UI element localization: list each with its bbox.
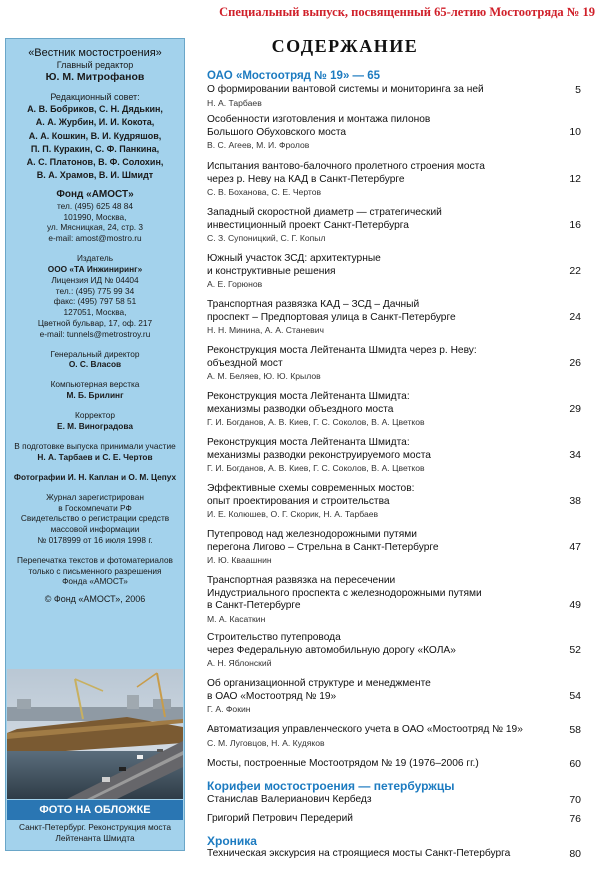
entry-title: Особенности изготовления и монтажа пилонов xyxy=(207,114,431,125)
entry-title: О формировании вантовой системы и мониторинга за ней xyxy=(207,84,484,95)
toc-title: СОДЕРЖАНИЕ xyxy=(271,36,419,56)
entry-page: 34 xyxy=(569,449,581,461)
bridge-photo-illustration xyxy=(7,669,183,799)
toc-section-heading xyxy=(207,779,595,793)
entry-title: и конструктивные решения xyxy=(207,265,336,277)
entry-title: Реконструкция моста Лейтенанта Шмидта: xyxy=(207,391,410,402)
registration-line: в Госкомпечати РФ xyxy=(58,502,132,513)
entry-page: 70 xyxy=(569,794,581,806)
toc-entry[interactable] xyxy=(207,483,595,520)
cover-caption-line: Санкт-Петербург. Реконструкция моста xyxy=(18,822,171,832)
editor-role: Главный редактор xyxy=(56,60,134,70)
entry-page: 54 xyxy=(569,690,581,702)
toc-entry[interactable] xyxy=(207,345,595,382)
council-line: А. С. Платонов, В. Ф. Солохин, xyxy=(26,157,164,168)
fund-email: e-mail: amost@mostro.ru xyxy=(48,233,142,244)
copyright: © Фонд «АМОСТ», 2006 xyxy=(44,594,146,605)
fund-address: 101990, Москва, xyxy=(63,211,127,222)
entry-page: 38 xyxy=(569,495,581,507)
entry-title: Станислав Валерианович Кербедз xyxy=(207,794,372,805)
entry-page: 52 xyxy=(569,644,581,656)
entry-title: проспект – Предпортовая улица в Санкт-Петербурге xyxy=(207,311,456,323)
entry-title: в Санкт-Петербурге xyxy=(207,600,301,611)
entry-page: 10 xyxy=(569,126,581,138)
prep-names: Н. А. Тарбаев и С. Е. Чертов xyxy=(37,451,153,462)
entry-title: объездной мост xyxy=(207,357,283,369)
entry-authors: С. М. Луговцов, Н. А. Кудяков xyxy=(207,737,325,748)
entry-page: 60 xyxy=(569,758,581,770)
prep-heading: В подготовке выпуска принимали участие xyxy=(14,440,176,451)
entry-page: 29 xyxy=(569,403,581,415)
council-heading: Редакционный совет: xyxy=(50,92,140,102)
reprint-line: Фонда «АМОСТ» xyxy=(62,576,128,587)
entry-title: механизмы разводки реконструируемого моста xyxy=(207,449,431,461)
toc-entry[interactable] xyxy=(207,299,595,336)
publisher-fax: факс: (495) 797 58 51 xyxy=(53,296,137,307)
reprint-line: только с письменного разрешения xyxy=(28,565,162,576)
entry-authors: С. В. Боханова, С. Е. Чертов xyxy=(207,187,322,197)
entry-title: перегона Лигово – Стрельна в Санкт-Петербурге xyxy=(207,541,439,553)
entry-authors: Г. И. Богданов, А. В. Киев, Г. С. Соколов, В. А. Цветков xyxy=(207,417,425,427)
entry-page: 5 xyxy=(575,84,581,96)
entry-title: Индустриального проспекта с железнодорожными путями xyxy=(207,587,482,599)
fund-phone: тел. (495) 625 48 84 xyxy=(56,200,134,211)
council-line: В. А. Храмов, В. И. Шмидт xyxy=(36,170,154,181)
entry-title: Реконструкция моста Лейтенанта Шмидта: xyxy=(207,437,410,448)
issue-banner: Специальный выпуск, посвященный 65-летию Мостоотряда № 19 xyxy=(219,5,595,19)
toc-entry[interactable] xyxy=(207,161,595,198)
publisher-address: Цветной бульвар, 17, оф. 217 xyxy=(37,317,153,328)
toc-entry[interactable] xyxy=(207,114,595,151)
entry-authors: А. Е. Горюнов xyxy=(207,279,263,289)
publisher-address: 127051, Москва, xyxy=(63,307,127,318)
entry-title: через р. Неву на КАД в Санкт-Петербурге xyxy=(207,173,405,185)
entry-authors: В. С. Агеев, М. И. Фролов xyxy=(207,140,310,150)
journal-title: «Вестник мостостроения» xyxy=(28,47,162,59)
entry-authors: А. Н. Яблонский xyxy=(207,658,272,668)
entry-page: 26 xyxy=(569,357,581,369)
registration-line: № 0178999 от 16 июля 1998 г. xyxy=(37,534,153,545)
entry-title: инвестиционный проект Санкт-Петербурга xyxy=(207,219,409,231)
toc-entry[interactable] xyxy=(207,391,595,428)
entry-title: механизмы разводки объездного моста xyxy=(207,403,394,415)
entry-title: Южный участок ЗСД: архитектурные xyxy=(207,253,381,264)
fund-address: ул. Мясницкая, 24, стр. 3 xyxy=(46,222,144,233)
photo-credits: Фотографии И. Н. Каплан и О. М. Цепух xyxy=(13,471,177,482)
toc-entry[interactable] xyxy=(207,848,595,861)
proof-heading: Корректор xyxy=(75,410,115,421)
entry-page: 47 xyxy=(569,541,581,553)
editor-name: Ю. М. Митрофанов xyxy=(45,71,145,83)
publisher-phone: тел.: (495) 775 99 34 xyxy=(55,285,135,296)
section-title: ОАО «Мостоотряд № 19» — 65 xyxy=(207,70,381,82)
section-title: Корифеи мостостроения — петербуржцы xyxy=(207,779,455,793)
entry-title: Мосты, построенные Мостоотрядом № 19 (1976–2006 гг.) xyxy=(207,758,479,769)
toc-entry[interactable] xyxy=(207,758,595,771)
toc-entry[interactable] xyxy=(207,632,595,669)
entry-title: опыт проектирования и строительства xyxy=(207,495,390,507)
entry-authors: И. Е. Колюшев, О. Г. Скорик, Н. А. Тарбаев xyxy=(207,509,379,519)
toc-entry[interactable] xyxy=(207,84,595,109)
entry-authors: А. М. Беляев, Ю. Ю. Крылов xyxy=(207,371,321,381)
entry-title: Эффективные схемы современных мостов: xyxy=(207,483,415,494)
toc-entry[interactable] xyxy=(207,207,595,244)
entry-page: 12 xyxy=(569,173,581,185)
toc-entry[interactable] xyxy=(207,529,595,566)
entry-title: Григорий Петрович Передерий xyxy=(207,813,353,824)
entry-page: 22 xyxy=(569,265,581,277)
entry-authors: М. А. Касаткин xyxy=(207,613,266,624)
entry-page: 16 xyxy=(569,219,581,231)
toc-entry[interactable] xyxy=(207,724,595,749)
entry-title: Путепровод над железнодорожными путями xyxy=(207,529,417,540)
entry-page: 80 xyxy=(569,848,581,860)
entry-authors: Н. А. Тарбаев xyxy=(207,97,262,108)
entry-authors: Н. Н. Минина, А. А. Станевич xyxy=(207,325,324,335)
toc-entry[interactable] xyxy=(207,794,595,807)
registration-line: Журнал зарегистрирован xyxy=(46,491,144,502)
entry-authors: И. Ю. Кваашнин xyxy=(207,555,272,565)
cover-caption xyxy=(7,822,183,843)
entry-page: 58 xyxy=(569,724,581,736)
entry-title: Большого Обуховского моста xyxy=(207,126,347,138)
publisher-email: e-mail: tunnels@metrostroy.ru xyxy=(39,328,151,339)
toc-entry[interactable] xyxy=(207,253,595,290)
council-line: А. А. Кошкин, В. И. Кудряшов, xyxy=(28,130,162,141)
entry-page: 49 xyxy=(569,599,581,611)
registration-line: Свидетельство о регистрации средств xyxy=(20,513,170,524)
reprint-line: Перепечатка текстов и фотоматериалов xyxy=(17,554,173,565)
entry-title: Транспортная развязка КАД – ЗСД – Дачный xyxy=(207,299,420,310)
registration-line: массовой информации xyxy=(50,524,140,535)
council-line: А. В. Бобриков, С. Н. Дядькин, xyxy=(27,104,163,114)
masthead-text xyxy=(12,47,178,605)
cover-photo xyxy=(7,669,183,799)
entry-title: через Федеральную автомобильную дорогу «КОЛА» xyxy=(207,644,456,656)
entry-authors: С. З. Супоницкий, С. Г. Копыл xyxy=(207,233,326,243)
entry-title: Строительство путепровода xyxy=(207,632,341,643)
council-line: П. П. Куракин, С. Ф. Панкина, xyxy=(30,143,160,154)
entry-page: 76 xyxy=(569,813,581,825)
cover-caption-line: Лейтенанта Шмидта xyxy=(55,832,135,843)
entry-title: Об организационной структуре и менеджменте xyxy=(207,678,431,689)
entry-title: Автоматизация управленческого учета в ОАО «Мостоотряд № 19» xyxy=(207,724,523,735)
layout-heading: Компьютерная верстка xyxy=(50,379,140,390)
proof-name: Е. М. Виноградова xyxy=(57,420,133,431)
toc-entry[interactable] xyxy=(207,813,595,826)
entry-title: Испытания вантово-балочного пролетного строения моста xyxy=(207,161,485,172)
publisher-license: Лицензия ИД № 04404 xyxy=(51,274,139,285)
toc-section-heading xyxy=(207,834,595,848)
entry-title: Техническая экскурсия на строящиеся мосты Санкт-Петербурга xyxy=(207,848,511,859)
toc-entry[interactable] xyxy=(207,575,595,625)
toc-entry[interactable] xyxy=(207,437,595,474)
publisher-name: ООО «ТА Инжиниринг» xyxy=(47,263,143,274)
publisher-heading: Издатель xyxy=(76,252,114,263)
director-heading: Генеральный директор xyxy=(50,348,140,359)
fund-name: Фонд «АМОСТ» xyxy=(56,188,134,200)
entry-title: в ОАО «Мостоотряд № 19» xyxy=(207,690,337,702)
entry-authors: Г. И. Богданов, А. В. Киев, Г. С. Соколов, В. А. Цветков xyxy=(207,463,425,473)
toc-section-heading xyxy=(207,70,595,83)
entry-authors: Г. А. Фокин xyxy=(207,704,251,714)
director-name: О. С. Власов xyxy=(68,359,122,370)
cover-photo-label: ФОТО НА ОБЛОЖКЕ xyxy=(7,800,183,820)
layout-name: М. Б. Брилинг xyxy=(66,390,124,401)
entry-title: Транспортная развязка на пересечении xyxy=(207,575,396,586)
council-line: А. А. Журбин, И. И. Кокота, xyxy=(35,117,155,128)
entry-title: Западный скоростной диаметр — стратегический xyxy=(207,207,442,218)
section-title: Хроника xyxy=(207,834,257,848)
entry-page: 24 xyxy=(569,311,581,323)
entry-title: Реконструкция моста Лейтенанта Шмидта через р. Неву: xyxy=(207,345,477,356)
toc-entry[interactable] xyxy=(207,678,595,715)
